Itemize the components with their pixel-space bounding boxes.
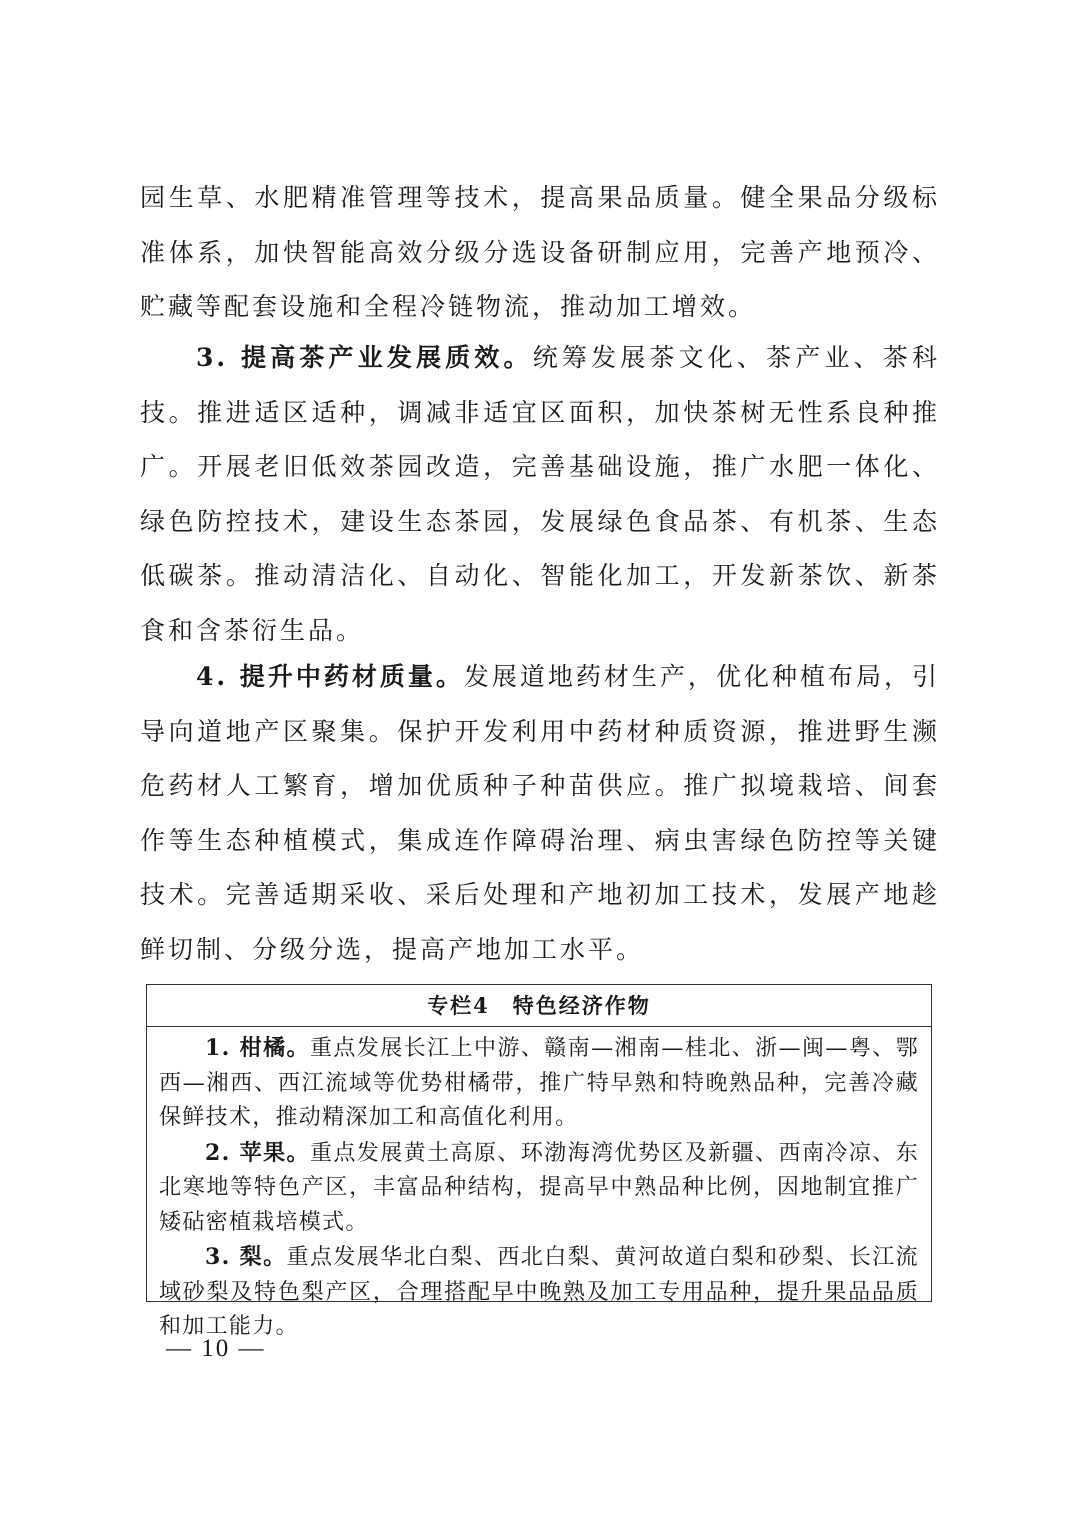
box-item-heading: 1. 柑橘。 bbox=[205, 1035, 310, 1061]
box-item-citrus bbox=[159, 1031, 919, 1136]
paragraph-herbal-medicine bbox=[140, 650, 940, 977]
box-item-text: 重点发展黄土高原、环渤海湾优势区及新疆、西南冷凉、东北寒地等特色产区，丰富品种结构，提高早中熟品种比例，因地制宜推广矮砧密植栽培模式。 bbox=[159, 1140, 919, 1235]
paragraph-fruit-quality bbox=[140, 171, 940, 335]
box-item-pear bbox=[159, 1240, 919, 1345]
box-body bbox=[147, 1027, 931, 1345]
box-item-text: 重点发展长江上中游、赣南—湘南—桂北、浙—闽—粤、鄂西—湘西、西江流域等优势柑橘带，推广特早熟和特晚熟品种，完善冷藏保鲜技术，推动精深加工和高值化利用。 bbox=[159, 1036, 919, 1130]
paragraph-text: 发展道地药材生产，优化种植布局，引导向道地产区聚集。保护开发利用中药材种质资源，推进野生濒危药材人工繁育，增加优质种子种苗供应。推广拟境栽培、间套作等生态种植模式，集成连作障碍治理、病虫害绿色防控等关键技术。完善适期采收、采后处理和产地初加工技术，发展产地趁鲜切制、分级分选，提高产地加工水平。 bbox=[140, 662, 940, 964]
paragraph-text: 统筹发展茶文化、茶产业、茶科技。推进适区适种，调减非适宜区面积，加快茶树无性系良种推广。开展老旧低效茶园改造，完善基础设施，推广水肥一体化、绿色防控技术，建设生态茶园，发展绿色食品茶、有机茶、生态低碳茶。推动清洁化、自动化、智能化加工，开发新茶饮、新茶食和含茶衍生品。 bbox=[140, 343, 940, 645]
paragraph-heading: 4. 提升中药材质量。 bbox=[196, 662, 464, 691]
box-item-heading: 2. 苹果。 bbox=[205, 1139, 310, 1166]
box-item-text: 重点发展华北白梨、西北白梨、黄河故道白梨和砂梨、长江流域砂梨及特色梨产区，合理搭配早中晚熟及加工专用品种，提升果品品质和加工能力。 bbox=[159, 1245, 919, 1339]
feature-column-box bbox=[146, 984, 932, 1339]
box-title: 专栏4 特色经济作物 bbox=[147, 985, 931, 1027]
paragraph-heading: 3. 提高茶产业发展质效。 bbox=[196, 343, 533, 372]
box-item-apple bbox=[159, 1136, 919, 1241]
paragraph-tea-industry bbox=[140, 331, 940, 658]
box-item-heading: 3. 梨。 bbox=[205, 1244, 287, 1270]
paragraph-text: 园生草、水肥精准管理等技术，提高果品质量。健全果品分级标准体系，加快智能高效分级分选设备研制应用，完善产地预冷、贮藏等配套设施和全程冷链物流，推动加工增效。 bbox=[140, 183, 940, 321]
page-number: — 10 — bbox=[166, 1335, 266, 1362]
